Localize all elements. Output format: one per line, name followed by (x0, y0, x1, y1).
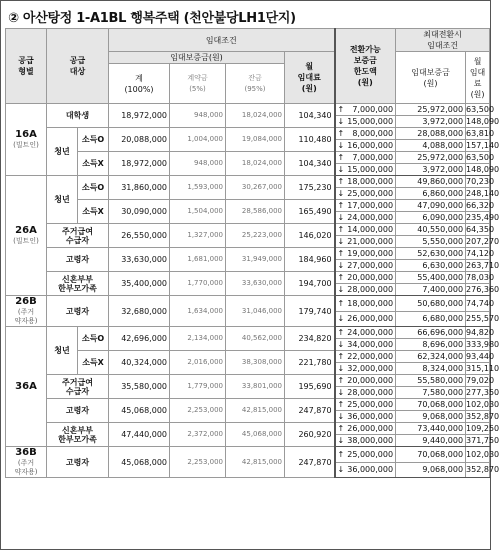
monthly-rent: 179,740 (285, 296, 335, 327)
header-contract: 계약금 (5%) (170, 64, 226, 104)
deposit-balance: 42,815,000 (226, 399, 285, 423)
monthly-rent: 194,700 (285, 272, 335, 296)
deposit-balance: 30,267,000 (226, 176, 285, 200)
monthly-rent: 146,020 (285, 224, 335, 248)
header-total: 계 (100%) (109, 64, 170, 104)
table-row (6, 152, 490, 164)
target: 고령자 (47, 248, 109, 272)
convert-limit (335, 411, 396, 423)
monthly-rent: 104,340 (285, 152, 335, 176)
table-row (6, 375, 490, 387)
max-deposit: 3,972,000 (396, 164, 466, 176)
table-row (6, 296, 490, 312)
header-supply-type: 공급 형별 (6, 29, 47, 104)
max-rent: 235,490 (466, 213, 499, 222)
limit-value: 38,000,000 (347, 436, 394, 445)
max-deposit: 3,972,000 (396, 116, 466, 128)
direction-arrow: ↓ (337, 213, 345, 222)
header-rent-conditions: 임대조건 (109, 29, 335, 52)
target: 주거급여 수급자 (47, 224, 109, 248)
monthly-rent: 195,690 (285, 375, 335, 399)
table-row (6, 224, 490, 236)
convert-limit (335, 176, 396, 188)
convert-limit (335, 128, 396, 140)
max-deposit: 25,972,000 (396, 152, 466, 164)
direction-arrow: ↓ (337, 436, 345, 445)
deposit-balance: 42,815,000 (226, 447, 285, 478)
direction-arrow: ↑ (337, 352, 345, 361)
limit-value: 8,000,000 (352, 129, 394, 138)
deposit-contract: 1,634,000 (170, 296, 226, 327)
direction-arrow: ↓ (337, 314, 345, 324)
max-rent: 102,030 (466, 447, 490, 463)
deposit-contract: 948,000 (170, 104, 226, 128)
deposit-balance: 25,223,000 (226, 224, 285, 248)
supply-type: 26A (15, 225, 37, 236)
limit-value: 17,000,000 (347, 201, 394, 210)
header-balance: 잔금 (95%) (226, 64, 285, 104)
supply-type: 16A (15, 129, 37, 140)
table-row (6, 272, 490, 284)
max-deposit: 6,090,000 (396, 212, 466, 224)
target: 대학생 (47, 104, 109, 128)
monthly-rent: 175,230 (285, 176, 335, 200)
direction-arrow: ↓ (337, 412, 345, 421)
limit-value: 36,000,000 (347, 465, 394, 475)
convert-limit (335, 212, 396, 224)
convert-limit (335, 284, 396, 296)
limit-value: 19,000,000 (347, 249, 394, 258)
deposit-balance: 33,801,000 (226, 375, 285, 399)
direction-arrow: ↓ (337, 364, 345, 373)
deposit-contract: 2,134,000 (170, 327, 226, 351)
target: 고령자 (47, 399, 109, 423)
deposit-contract: 1,779,000 (170, 375, 226, 399)
deposit-total: 33,630,000 (109, 248, 170, 272)
convert-limit (335, 435, 396, 447)
max-deposit: 66,696,000 (396, 327, 466, 339)
table-row (6, 104, 490, 116)
table-row (6, 176, 490, 188)
table-row (6, 128, 490, 140)
convert-limit (335, 104, 396, 116)
target-sub: 소득O (78, 176, 109, 200)
max-rent: 64,350 (466, 225, 495, 234)
max-deposit: 70,068,000 (396, 399, 466, 411)
table-row (6, 447, 490, 463)
table-row (6, 423, 490, 435)
max-rent: 74,120 (466, 249, 495, 258)
target: 주거급여 수급자 (47, 375, 109, 399)
deposit-balance: 31,949,000 (226, 248, 285, 272)
deposit-total: 35,400,000 (109, 272, 170, 296)
target: 신혼부부 한부모가족 (47, 272, 109, 296)
deposit-total: 18,972,000 (109, 152, 170, 176)
deposit-total: 47,440,000 (109, 423, 170, 447)
max-deposit: 4,088,000 (396, 140, 466, 152)
max-rent: 352,870 (466, 412, 499, 421)
limit-value: 18,000,000 (347, 298, 394, 308)
direction-arrow: ↑ (337, 328, 345, 337)
max-rent: 78,030 (466, 273, 495, 282)
convert-limit (335, 248, 396, 260)
deposit-total: 40,324,000 (109, 351, 170, 375)
max-deposit: 50,680,000 (396, 296, 466, 312)
max-rent: 333,980 (466, 340, 499, 349)
max-rent: 315,110 (466, 364, 499, 373)
deposit-balance: 38,308,000 (226, 351, 285, 375)
max-rent: 66,320 (466, 201, 495, 210)
deposit-contract: 2,372,000 (170, 423, 226, 447)
target-sub: 소득X (78, 152, 109, 176)
direction-arrow: ↓ (337, 117, 345, 126)
max-deposit: 52,630,000 (396, 248, 466, 260)
direction-arrow: ↑ (337, 105, 345, 114)
deposit-total: 35,580,000 (109, 375, 170, 399)
table-body (6, 104, 499, 478)
deposit-contract: 948,000 (170, 152, 226, 176)
limit-value: 24,000,000 (347, 213, 394, 222)
max-rent: 207,270 (466, 237, 499, 246)
convert-limit (335, 339, 396, 351)
deposit-balance: 40,562,000 (226, 327, 285, 351)
limit-value: 26,000,000 (347, 424, 394, 433)
max-deposit: 7,580,000 (396, 387, 466, 399)
max-rent: 63,500 (466, 105, 495, 114)
max-deposit: 6,860,000 (396, 188, 466, 200)
deposit-contract: 2,253,000 (170, 447, 226, 478)
limit-value: 21,000,000 (347, 237, 394, 246)
deposit-balance: 18,024,000 (226, 152, 285, 176)
convert-limit (335, 327, 396, 339)
header-deposit: 임대보증금(원) (109, 52, 285, 64)
direction-arrow: ↓ (337, 261, 345, 270)
deposit-total: 31,860,000 (109, 176, 170, 200)
monthly-rent: 104,340 (285, 104, 335, 128)
supply-type: 36A (15, 380, 37, 392)
convert-limit (335, 447, 396, 463)
convert-limit (335, 296, 396, 312)
monthly-rent: 260,920 (285, 423, 335, 447)
deposit-contract: 1,504,000 (170, 200, 226, 224)
header-max-convert: 최대전환시 임대조건 (396, 29, 490, 52)
table-row (6, 351, 490, 363)
max-rent: 248,140 (466, 189, 499, 198)
target-sub: 소득O (78, 327, 109, 351)
max-rent: 109,250 (466, 424, 499, 433)
header-max-deposit: 임대보증금 (원) (396, 52, 466, 104)
monthly-rent: 247,870 (285, 399, 335, 423)
limit-value: 14,000,000 (347, 225, 394, 234)
limit-value: 36,000,000 (347, 412, 394, 421)
max-deposit: 40,550,000 (396, 224, 466, 236)
convert-limit (335, 387, 396, 399)
supply-type-note: (주거 약자용) (14, 308, 38, 325)
limit-value: 18,000,000 (347, 177, 394, 186)
page-title: ② 아산탕정 1-A1BL 행복주택 (천안불당LH1단지) (8, 11, 296, 26)
convert-limit (335, 200, 396, 212)
direction-arrow: ↓ (337, 388, 345, 397)
convert-limit (335, 399, 396, 411)
direction-arrow: ↑ (337, 376, 345, 385)
deposit-balance: 19,084,000 (226, 128, 285, 152)
limit-value: 7,000,000 (352, 105, 394, 114)
max-rent: 276,360 (466, 285, 499, 294)
monthly-rent: 165,490 (285, 200, 335, 224)
direction-arrow: ↓ (337, 285, 345, 294)
limit-value: 20,000,000 (347, 376, 394, 385)
limit-value: 32,000,000 (347, 364, 394, 373)
supply-type-note: (빌트인) (13, 237, 39, 245)
max-rent: 255,570 (466, 311, 490, 327)
table-row (6, 248, 490, 260)
max-deposit: 7,400,000 (396, 284, 466, 296)
target: 신혼부부 한부모가족 (47, 423, 109, 447)
deposit-contract: 2,253,000 (170, 399, 226, 423)
direction-arrow: ↑ (337, 177, 345, 186)
convert-limit (335, 188, 396, 200)
max-deposit: 6,630,000 (396, 260, 466, 272)
deposit-balance: 45,068,000 (226, 423, 285, 447)
direction-arrow: ↑ (337, 273, 345, 282)
target-sub: 소득X (78, 200, 109, 224)
max-rent: 94,820 (466, 328, 495, 337)
target: 고령자 (47, 447, 109, 478)
direction-arrow: ↑ (337, 249, 345, 258)
limit-value: 16,000,000 (347, 141, 394, 150)
max-rent: 102,030 (466, 400, 499, 409)
max-deposit: 49,860,000 (396, 176, 466, 188)
max-rent: 277,350 (466, 388, 499, 397)
max-deposit: 9,068,000 (396, 462, 466, 478)
supply-type-note: (빌트인) (13, 141, 39, 149)
deposit-total: 26,550,000 (109, 224, 170, 248)
target-group: 청년 (47, 327, 78, 375)
direction-arrow: ↓ (337, 189, 345, 198)
monthly-rent: 221,780 (285, 351, 335, 375)
limit-value: 28,000,000 (347, 285, 394, 294)
limit-value: 20,000,000 (347, 273, 394, 282)
deposit-total: 30,090,000 (109, 200, 170, 224)
max-rent: 93,440 (466, 352, 495, 361)
convert-limit (335, 351, 396, 363)
max-deposit: 8,696,000 (396, 339, 466, 351)
convert-limit (335, 224, 396, 236)
max-rent: 63,500 (466, 153, 495, 162)
max-deposit: 6,680,000 (396, 311, 466, 327)
convert-limit (335, 363, 396, 375)
limit-value: 27,000,000 (347, 261, 394, 270)
deposit-contract: 1,327,000 (170, 224, 226, 248)
target-group: 청년 (47, 128, 78, 176)
max-rent: 148,090 (466, 165, 499, 174)
deposit-contract: 2,016,000 (170, 351, 226, 375)
target-sub: 소득O (78, 128, 109, 152)
direction-arrow: ↓ (337, 237, 345, 246)
max-deposit: 8,324,000 (396, 363, 466, 375)
deposit-total: 20,088,000 (109, 128, 170, 152)
max-deposit: 9,440,000 (396, 435, 466, 447)
limit-value: 22,000,000 (347, 352, 394, 361)
max-deposit: 55,400,000 (396, 272, 466, 284)
max-deposit: 47,090,000 (396, 200, 466, 212)
deposit-total: 18,972,000 (109, 104, 170, 128)
supply-type: 26B (15, 296, 37, 307)
deposit-balance: 33,630,000 (226, 272, 285, 296)
max-rent: 352,870 (466, 462, 490, 478)
limit-value: 15,000,000 (347, 117, 394, 126)
table-row (6, 327, 490, 339)
convert-limit (335, 116, 396, 128)
target-group: 청년 (47, 176, 78, 224)
direction-arrow: ↑ (337, 400, 345, 409)
limit-value: 25,000,000 (347, 400, 394, 409)
max-rent: 70,230 (466, 177, 495, 186)
deposit-balance: 31,046,000 (226, 296, 285, 327)
deposit-total: 42,696,000 (109, 327, 170, 351)
convert-limit (335, 375, 396, 387)
max-deposit: 73,440,000 (396, 423, 466, 435)
target-sub: 소득X (78, 351, 109, 375)
monthly-rent: 184,960 (285, 248, 335, 272)
direction-arrow: ↓ (337, 465, 345, 475)
deposit-contract: 1,770,000 (170, 272, 226, 296)
max-rent: 63,810 (466, 129, 495, 138)
limit-value: 24,000,000 (347, 328, 394, 337)
limit-value: 15,000,000 (347, 165, 394, 174)
max-deposit: 55,580,000 (396, 375, 466, 387)
supply-type-cell (6, 104, 47, 176)
max-deposit: 5,550,000 (396, 236, 466, 248)
deposit-balance: 28,586,000 (226, 200, 285, 224)
deposit-balance: 18,024,000 (226, 104, 285, 128)
header-monthly-rent: 월 임대료 (원) (285, 52, 335, 104)
direction-arrow: ↑ (337, 225, 345, 234)
max-deposit: 28,088,000 (396, 128, 466, 140)
max-rent: 148,090 (466, 117, 499, 126)
max-rent: 74,740 (466, 296, 490, 312)
max-deposit: 70,068,000 (396, 447, 466, 463)
convert-limit (335, 462, 396, 478)
max-deposit: 25,972,000 (396, 104, 466, 116)
supply-type-note: (주거 약자용) (14, 459, 38, 476)
direction-arrow: ↑ (337, 153, 345, 162)
direction-arrow: ↑ (337, 424, 345, 433)
direction-arrow: ↑ (337, 298, 345, 308)
max-deposit: 9,068,000 (396, 411, 466, 423)
supply-type: 36B (15, 447, 37, 458)
monthly-rent: 110,480 (285, 128, 335, 152)
convert-limit (335, 164, 396, 176)
rent-table (5, 28, 499, 478)
limit-value: 26,000,000 (347, 314, 394, 324)
limit-value: 34,000,000 (347, 340, 394, 349)
max-rent: 157,140 (466, 141, 499, 150)
max-rent: 371,750 (466, 436, 499, 445)
direction-arrow: ↑ (337, 129, 345, 138)
convert-limit (335, 152, 396, 164)
convert-limit (335, 140, 396, 152)
direction-arrow: ↑ (337, 201, 345, 210)
direction-arrow: ↓ (337, 340, 345, 349)
deposit-total: 45,068,000 (109, 399, 170, 423)
supply-type-cell (6, 296, 47, 327)
convert-limit (335, 236, 396, 248)
convert-limit (335, 272, 396, 284)
convert-limit (335, 260, 396, 272)
monthly-rent: 247,870 (285, 447, 335, 478)
max-rent: 79,020 (466, 376, 495, 385)
limit-value: 25,000,000 (347, 449, 394, 459)
direction-arrow: ↓ (337, 165, 345, 174)
target: 고령자 (47, 296, 109, 327)
max-deposit: 62,324,000 (396, 351, 466, 363)
monthly-rent: 234,820 (285, 327, 335, 351)
limit-value: 28,000,000 (347, 388, 394, 397)
table-row (6, 200, 490, 212)
header-max-rent: 월 임대료 (원) (466, 52, 490, 104)
deposit-contract: 1,004,000 (170, 128, 226, 152)
header-convert-limit: 전환가능 보증금 한도액 (원) (335, 29, 396, 104)
supply-type-cell (6, 327, 47, 447)
direction-arrow: ↑ (337, 449, 345, 459)
deposit-contract: 1,593,000 (170, 176, 226, 200)
header-supply-target: 공급 대상 (47, 29, 109, 104)
convert-limit (335, 423, 396, 435)
convert-limit (335, 311, 396, 327)
direction-arrow: ↓ (337, 141, 345, 150)
deposit-total: 32,680,000 (109, 296, 170, 327)
deposit-contract: 1,681,000 (170, 248, 226, 272)
deposit-total: 45,068,000 (109, 447, 170, 478)
supply-type-cell (6, 176, 47, 296)
max-rent: 263,710 (466, 261, 499, 270)
supply-type-cell (6, 447, 47, 478)
limit-value: 25,000,000 (347, 189, 394, 198)
table-row (6, 399, 490, 411)
limit-value: 7,000,000 (352, 153, 394, 162)
